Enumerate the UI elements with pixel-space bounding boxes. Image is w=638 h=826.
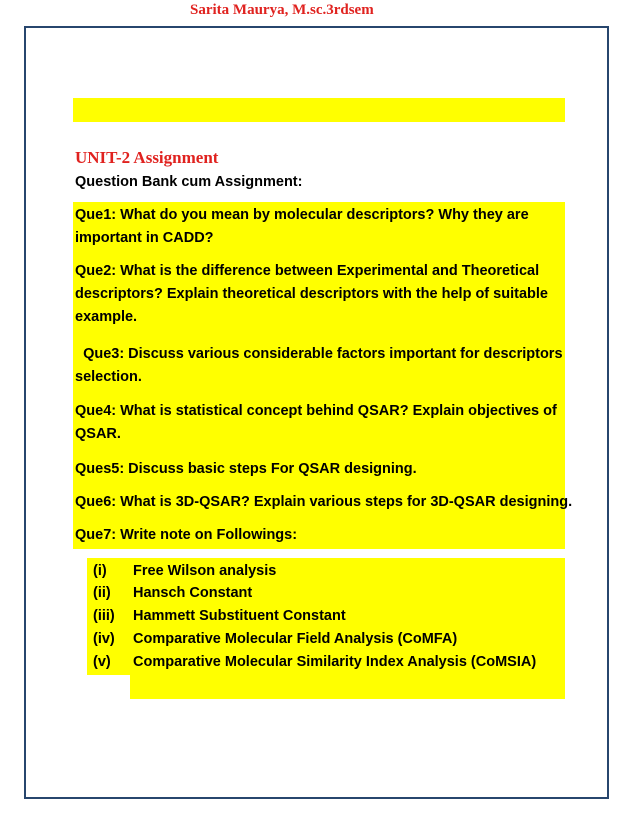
note-item (93, 651, 536, 673)
question-5: Ques5: Discuss basic steps For QSAR designing. (75, 461, 417, 477)
question-1: Que1: What do you mean by molecular descriptors? Why they are important in CADD? (75, 207, 529, 246)
author-highlight-bar (73, 98, 565, 122)
question-bank-subtitle: Question Bank cum Assignment: (75, 174, 303, 190)
note-item-number: (iv) (93, 631, 115, 647)
author-line: Sarita Maurya, M.sc.3rdsem (190, 2, 374, 18)
note-item-text: Hansch Constant (133, 585, 253, 601)
notes-highlight-tail (130, 675, 565, 699)
note-item (93, 605, 346, 627)
note-item-number: (i) (93, 563, 107, 579)
note-item (93, 628, 457, 650)
note-item (93, 560, 276, 582)
note-item-text: Hammett Substituent Constant (133, 608, 346, 624)
question-4: Que4: What is statistical concept behind QSAR? Explain objectives of QSAR. (75, 403, 557, 442)
note-item-number: (v) (93, 654, 111, 670)
question-6: Que6: What is 3D-QSAR? Explain various steps for 3D-QSAR designing. (75, 494, 573, 510)
note-item-text: Comparative Molecular Field Analysis (CoMFA) (133, 631, 458, 647)
note-item (93, 582, 252, 604)
question-3-text: Que3: Discuss various considerable factors important for descriptors selection. (75, 346, 567, 385)
note-item-text: Free Wilson analysis (133, 563, 277, 579)
note-item-number: (iii) (93, 608, 115, 624)
question-3 (75, 343, 565, 389)
note-item-text: Comparative Molecular Similarity Index Analysis (CoMSIA) (133, 654, 537, 670)
question-7: Que7: Write note on Followings: (75, 527, 298, 543)
unit-title: UNIT-2 Assignment (75, 148, 219, 167)
note-item-number: (ii) (93, 585, 111, 601)
question-2: Que2: What is the difference between Experimental and Theoretical descriptors? Explain theoretical descriptors with the help of suitable example. (75, 263, 548, 325)
